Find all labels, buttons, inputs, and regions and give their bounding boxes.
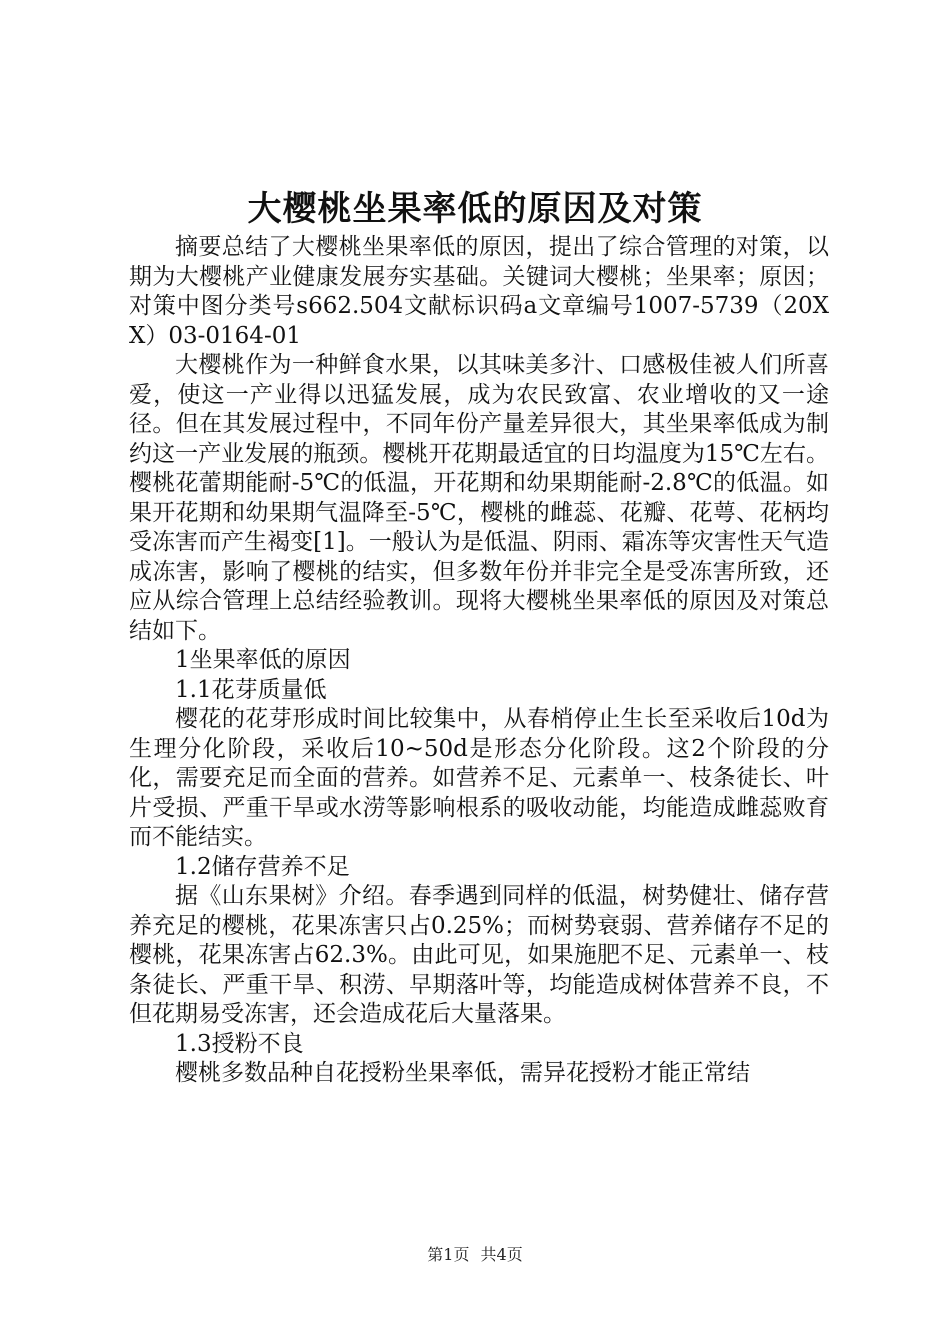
page-footer — [0, 1245, 950, 1265]
subsection-heading: 1.1花芽质量低 — [175, 676, 327, 703]
page-total: 共4页 — [480, 1245, 523, 1264]
intro-paragraph: 大樱桃作为一种鲜食水果，以其味美多汁、口感极佳被人们所喜爱，使这一产业得以迅猛发展，成为农民致富、农业增收的又一途径。但在其发展过程中，不同年份产量差异很大，其坐果率低成为制约这一产业发展的瓶颈。樱桃开花期最适宜的日均温度为15℃左右。樱桃花蕾期能耐-5℃的低温，开花期和幼果期能耐-2.8℃的低温。如果开花期和幼果期气温降至-5℃，樱桃的雌蕊、花瓣、花萼、花柄均受冻害而产生褐变[1]。一般认为是低温、阴雨、霜冻等灾害性天气造成冻害，影响了樱桃的结实，但多数年份并非完全是受冻害所致，还应从综合管理上总结经验教训。现将大樱桃坐果率低的原因及对策总结如下。 — [129, 352, 829, 644]
subsection-heading: 1.2储存营养不足 — [175, 853, 350, 880]
body-paragraph: 樱桃多数品种自花授粉坐果率低，需异花授粉才能正常结 — [175, 1060, 750, 1086]
section-heading: 1坐果率低的原因 — [175, 647, 351, 673]
subsection-heading: 1.3授粉不良 — [175, 1030, 304, 1057]
page-title: 大樱桃坐果率低的原因及对策 — [247, 189, 703, 229]
document-body — [129, 233, 829, 1089]
body-paragraph: 据《山东果树》介绍。春季遇到同样的低温，树势健壮、储存营养充足的樱桃，花果冻害只占0.25%；而树势衰弱、营养储存不足的樱桃，花果冻害占62.3%。由此可见，如果施肥不足、元素单一、枝条徒长、严重干旱、积涝、早期落叶等，均能造成树体营养不良，不但花期易受冻害，还会造成花后大量落果。 — [129, 883, 829, 1027]
body-paragraph: 樱花的花芽形成时间比较集中，从春梢停止生长至采收后10d为生理分化阶段，采收后10~50d是形态分化阶段。这2个阶段的分化，需要充足而全面的营养。如营养不足、元素单一、枝条徒长、叶片受损、严重干旱或水涝等影响根系的吸收动能，均能造成雌蕊败育而不能结实。 — [129, 706, 829, 850]
page-number: 第1页 — [427, 1245, 470, 1264]
abstract-paragraph: 摘要总结了大樱桃坐果率低的原因，提出了综合管理的对策，以期为大樱桃产业健康发展夯实基础。关键词大樱桃；坐果率；原因；对策中图分类号s662.504文献标识码a文章编号1007-5739（20XX）03-0164-01 — [129, 234, 829, 349]
